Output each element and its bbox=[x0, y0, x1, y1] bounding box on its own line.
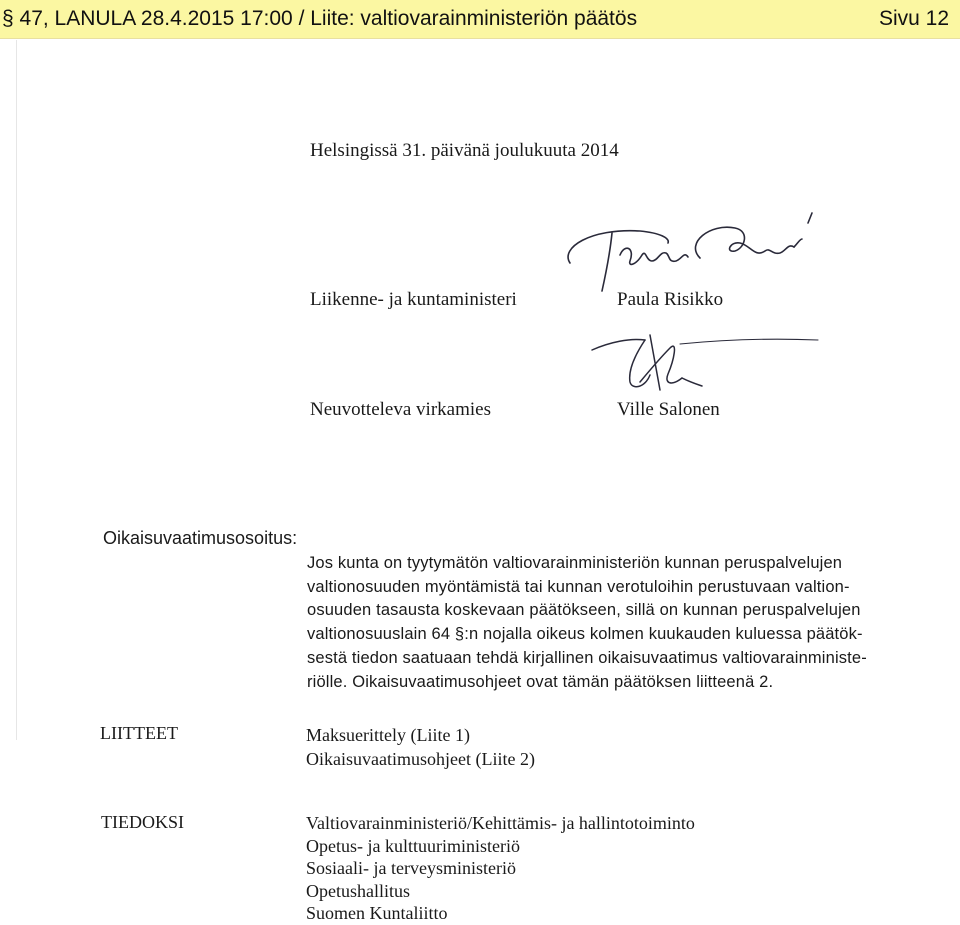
signatory-title-official: Neuvotteleva virkamies bbox=[310, 399, 491, 420]
appeal-line: sestä tiedon saatuaan tehdä kirjallinen oikaisuvaatimus valtiovarainministe- bbox=[307, 648, 867, 667]
appeal-line: valtionosuuden myöntämistä tai kunnan verotuloihin perustuvaan valtion- bbox=[307, 577, 850, 596]
appeal-instructions-label: Oikaisuvaatimusosoitus: bbox=[103, 528, 298, 548]
for-information-list bbox=[306, 812, 695, 925]
recipient-item: Opetushallitus bbox=[306, 880, 410, 901]
signatory-title-minister: Liikenne- ja kuntaministeri bbox=[310, 289, 517, 310]
recipient-item: Valtiovarainministeriö/Kehittämis- ja hallintotoiminto bbox=[306, 813, 695, 833]
signatory-name-salonen: Ville Salonen bbox=[617, 399, 720, 420]
appeal-line: valtionosuuslain 64 §:n nojalla oikeus kolmen kuukauden kuluessa päätök- bbox=[307, 625, 863, 644]
signature-salonen bbox=[590, 330, 820, 400]
signature-risikko bbox=[550, 203, 840, 293]
header-title: § 47, LANULA 28.4.2015 17:00 / Liite: valtiovarainministeriön päätös bbox=[2, 7, 638, 30]
recipient-item: Sosiaali- ja terveysministeriö bbox=[306, 858, 516, 878]
scan-edge-line bbox=[16, 40, 17, 740]
recipient-item: Opetus- ja kulttuuriministeriö bbox=[306, 835, 520, 856]
for-information-label: TIEDOKSI bbox=[101, 812, 184, 832]
document-header-bar bbox=[0, 0, 960, 39]
attachment-item: Maksuerittely (Liite 1) bbox=[306, 725, 470, 745]
signatory-name-risikko: Paula Risikko bbox=[617, 289, 724, 310]
recipient-item: Suomen Kuntaliitto bbox=[306, 903, 448, 923]
appeal-line: Jos kunta on tyytymätön valtiovarainministeriön kunnan peruspalvelujen bbox=[307, 554, 843, 572]
appeal-line: osuuden tasausta koskevaan päätökseen, sillä on kunnan peruspalvelujen bbox=[307, 601, 861, 620]
attachments-list bbox=[306, 723, 535, 771]
page-number: Sivu 12 bbox=[878, 7, 949, 30]
date-line: Helsingissä 31. päivänä joulukuuta 2014 bbox=[310, 140, 619, 161]
attachment-item: Oikaisuvaatimusohjeet (Liite 2) bbox=[306, 749, 535, 769]
attachments-label: LIITTEET bbox=[100, 723, 178, 743]
appeal-line: riölle. Oikaisuvaatimusohjeet ovat tämän päätöksen liitteenä 2. bbox=[307, 672, 774, 691]
appeal-instructions-text bbox=[307, 552, 907, 694]
